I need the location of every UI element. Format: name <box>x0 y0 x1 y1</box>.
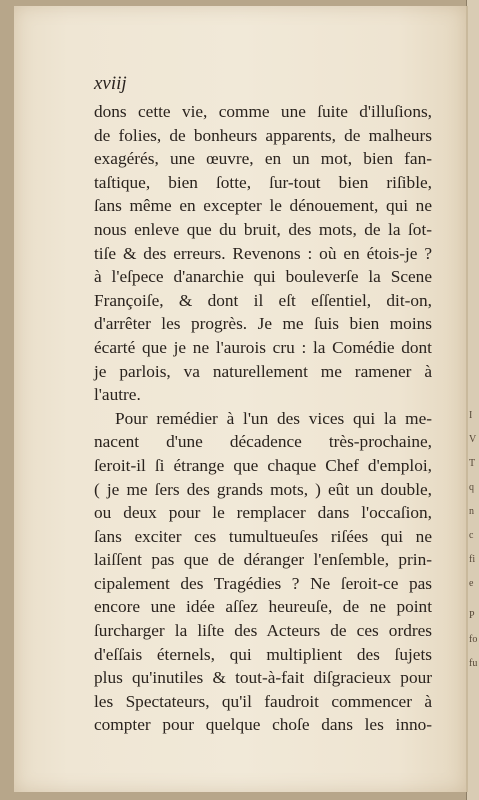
facing-page-fragment: q <box>469 482 474 493</box>
text-line: ſans même en excepter le dénouement, qui ne <box>94 196 432 216</box>
text-line: laiſſent pas que de déranger l'enſemble, prin- <box>94 550 432 570</box>
text-line: d'arrêter les progrès. Je me ſuis bien moins <box>94 314 432 334</box>
text-line: nacent d'une décadence très-prochaine, <box>94 432 432 452</box>
book-page <box>14 6 468 792</box>
text-line: ſurcharger la liſte des Acteurs de ces ordres <box>94 621 432 641</box>
facing-page-fragment: T <box>469 458 476 469</box>
text-line: ſans exciter ces tumultueuſes riſées qui ne <box>94 526 432 546</box>
text-line: taſtique, bien ſotte, ſur-tout bien riſible, <box>94 172 432 192</box>
facing-page-fragment: c <box>469 530 474 541</box>
facing-page-fragment: fo <box>469 634 478 645</box>
text-line: Françoiſe, & dont il eſt eſſentiel, dit-on, <box>94 290 432 310</box>
text-line: les Spectateurs, qu'il faudroit commencer à <box>94 691 432 711</box>
paragraph-first-line: Pour remédier à l'un des vices qui la me- <box>115 408 432 428</box>
facing-page-fragment: fu <box>469 658 478 669</box>
text-line: tiſe & des erreurs. Revenons : où en étois-je ? <box>94 243 432 263</box>
text-line: d'eſſais éternels, qui multiplient des ſujets <box>94 644 432 664</box>
text-line: cipalement des Tragédies ? Ne ſeroit-ce pas <box>94 573 432 593</box>
body-text <box>94 100 432 737</box>
text-line: nous enleve que du bruit, des mots, de la ſot- <box>94 219 432 239</box>
text-line: ſeroit-il ſi étrange que chaque Chef d'emploi, <box>94 455 432 475</box>
text-line: plus qu'inutiles & tout-à-fait diſgracieux pour <box>94 668 432 688</box>
text-line: ou deux pour le remplacer dans l'occaſion, <box>94 503 432 523</box>
facing-page-fragment: V <box>469 434 477 445</box>
facing-page-fragment: fi <box>469 554 476 565</box>
text-line: l'autre. <box>94 385 141 405</box>
text-line: de folies, de bonheurs apparents, de malheurs <box>94 125 432 145</box>
page-number: xviij <box>94 73 127 94</box>
facing-page-fragment: e <box>469 578 474 589</box>
facing-page-fragment: P <box>469 610 475 621</box>
text-line: à l'eſpece d'anarchie qui bouleverſe la Scene <box>94 267 432 287</box>
text-line: écarté que je ne l'aurois cru : la Comédie dont <box>94 337 432 357</box>
text-line: exagérés, une œuvre, en un mot, bien fan- <box>94 149 432 169</box>
facing-page-fragment: n <box>469 506 474 517</box>
text-line: dons cette vie, comme une ſuite d'illuſions, <box>94 102 432 121</box>
text-line: ( je me ſers des grands mots, ) eût un double, <box>94 479 432 499</box>
facing-page-fragment: I <box>469 410 473 421</box>
text-line: je parlois, va naturellement me ramener à <box>94 361 432 381</box>
text-line: compter pour quelque choſe dans les inno- <box>94 715 432 735</box>
text-line: encore une idée aſſez heureuſe, de ne point <box>94 597 432 617</box>
